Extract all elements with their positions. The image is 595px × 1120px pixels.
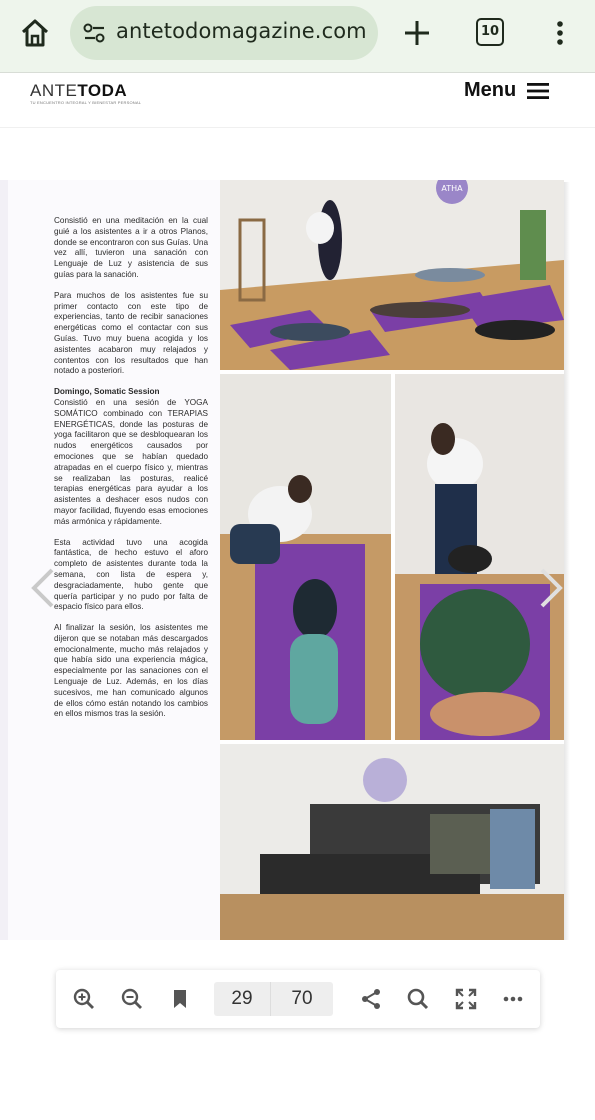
menu-button[interactable] [464,79,549,105]
address-bar[interactable] [70,6,378,60]
logo-subtitle: TU ENCUENTRO INTEGRAL Y BIENESTAR PERSONAL [30,100,142,105]
site-logo[interactable] [30,81,141,105]
photo-group-portrait [220,744,564,940]
current-page-input[interactable]: 29 [214,982,271,1016]
logo-prefix: ANTE [30,81,78,100]
more-vertical-icon[interactable] [548,16,572,50]
logo-bold: TODA [77,81,128,100]
reader-toolbar [56,970,540,1028]
bookmark-icon[interactable] [168,987,192,1011]
menu-label: Menu [464,79,517,101]
site-settings-icon[interactable] [82,21,108,45]
zoom-in-icon[interactable] [72,987,96,1011]
article-paragraph: Consistió en una sesión de YOGA SOMÁTICO combinado con TERAPIAS ENERGÉTICAS, donde las posturas de yoga facilitaron que se desbloquearan los nudos energéticos causados por emociones que se habían quedado atrapadas en el cuerpo físico y, mientras se realizaban las posturas, realicé terapias energéticas para ayudar a los asistentes a deshacer esos nudos con mayor facilidad, fluyendo esas emociones más armónica y rápidamente. [54,397,208,526]
share-icon[interactable] [359,987,383,1011]
article-text [54,216,208,730]
magazine-page-left [0,180,220,940]
previous-page-edge [0,180,8,940]
article-paragraph: Al finalizar la sesión, los asistentes me dijeron que se notaban más descargados emocionalmente, mucho más relajados y que había sido una experiencia mágica, especialmente por las sanaciones con el Lenguaje de Luz. Además, en los días sucesivos, me han comunicado algunos de ellos cómo están notando los cambios en ellos mismos tras la sesión. [54,623,208,719]
url-text[interactable]: antetodomagazine.com [116,19,367,43]
article-paragraph: Esta actividad tuvo una acogida fantástica, de hecho estuvo el aforo completo de asistentes durante toda la semana, con lista de espera y, desgraciadamente, hubo gente que quería participar y no pudo por falta de espacio físico para ellos. [54,537,208,612]
total-pages: 70 [271,982,333,1016]
fullscreen-icon[interactable] [454,987,478,1011]
article-paragraph: Para muchos de los asistentes fue su primer contacto con este tipo de experiencias, tanto de recibir sanaciones energéticas como el contactar con sus Guías. Tuvo muy buena acogida y los asistentes acabaron muy relajados y contentos con los resultados que han notado a posteriori. [54,290,208,376]
home-icon[interactable] [18,16,52,50]
photo-therapist-leg-treatment [395,374,564,740]
studio-sign-text: ATHA [441,184,463,193]
hamburger-icon [527,82,549,100]
search-icon[interactable] [406,987,430,1011]
photo-therapist-neck-treatment [220,374,391,740]
zoom-out-icon[interactable] [120,987,144,1011]
plus-icon[interactable] [400,16,434,50]
magazine-page-right [220,180,564,940]
site-header [0,73,595,128]
page-shadow [564,182,570,940]
browser-toolbar [0,0,595,73]
photo-group-floor-meditation [220,180,564,370]
tab-switcher-button[interactable]: 10 [476,18,504,46]
more-horizontal-icon[interactable] [501,987,525,1011]
article-subheading: Domingo, Somatic Session [54,387,160,397]
article-paragraph: Consistió en una meditación en la cual guié a los asistentes a ir a otros Planos, donde se encontraron con sus Guías. Una vez allí, tuvieron una sanación con Lenguaje de Luz y asistencia de sus guías para la sanación. [54,216,208,279]
chevron-left-icon[interactable] [28,566,58,610]
chevron-right-icon[interactable] [536,566,566,610]
